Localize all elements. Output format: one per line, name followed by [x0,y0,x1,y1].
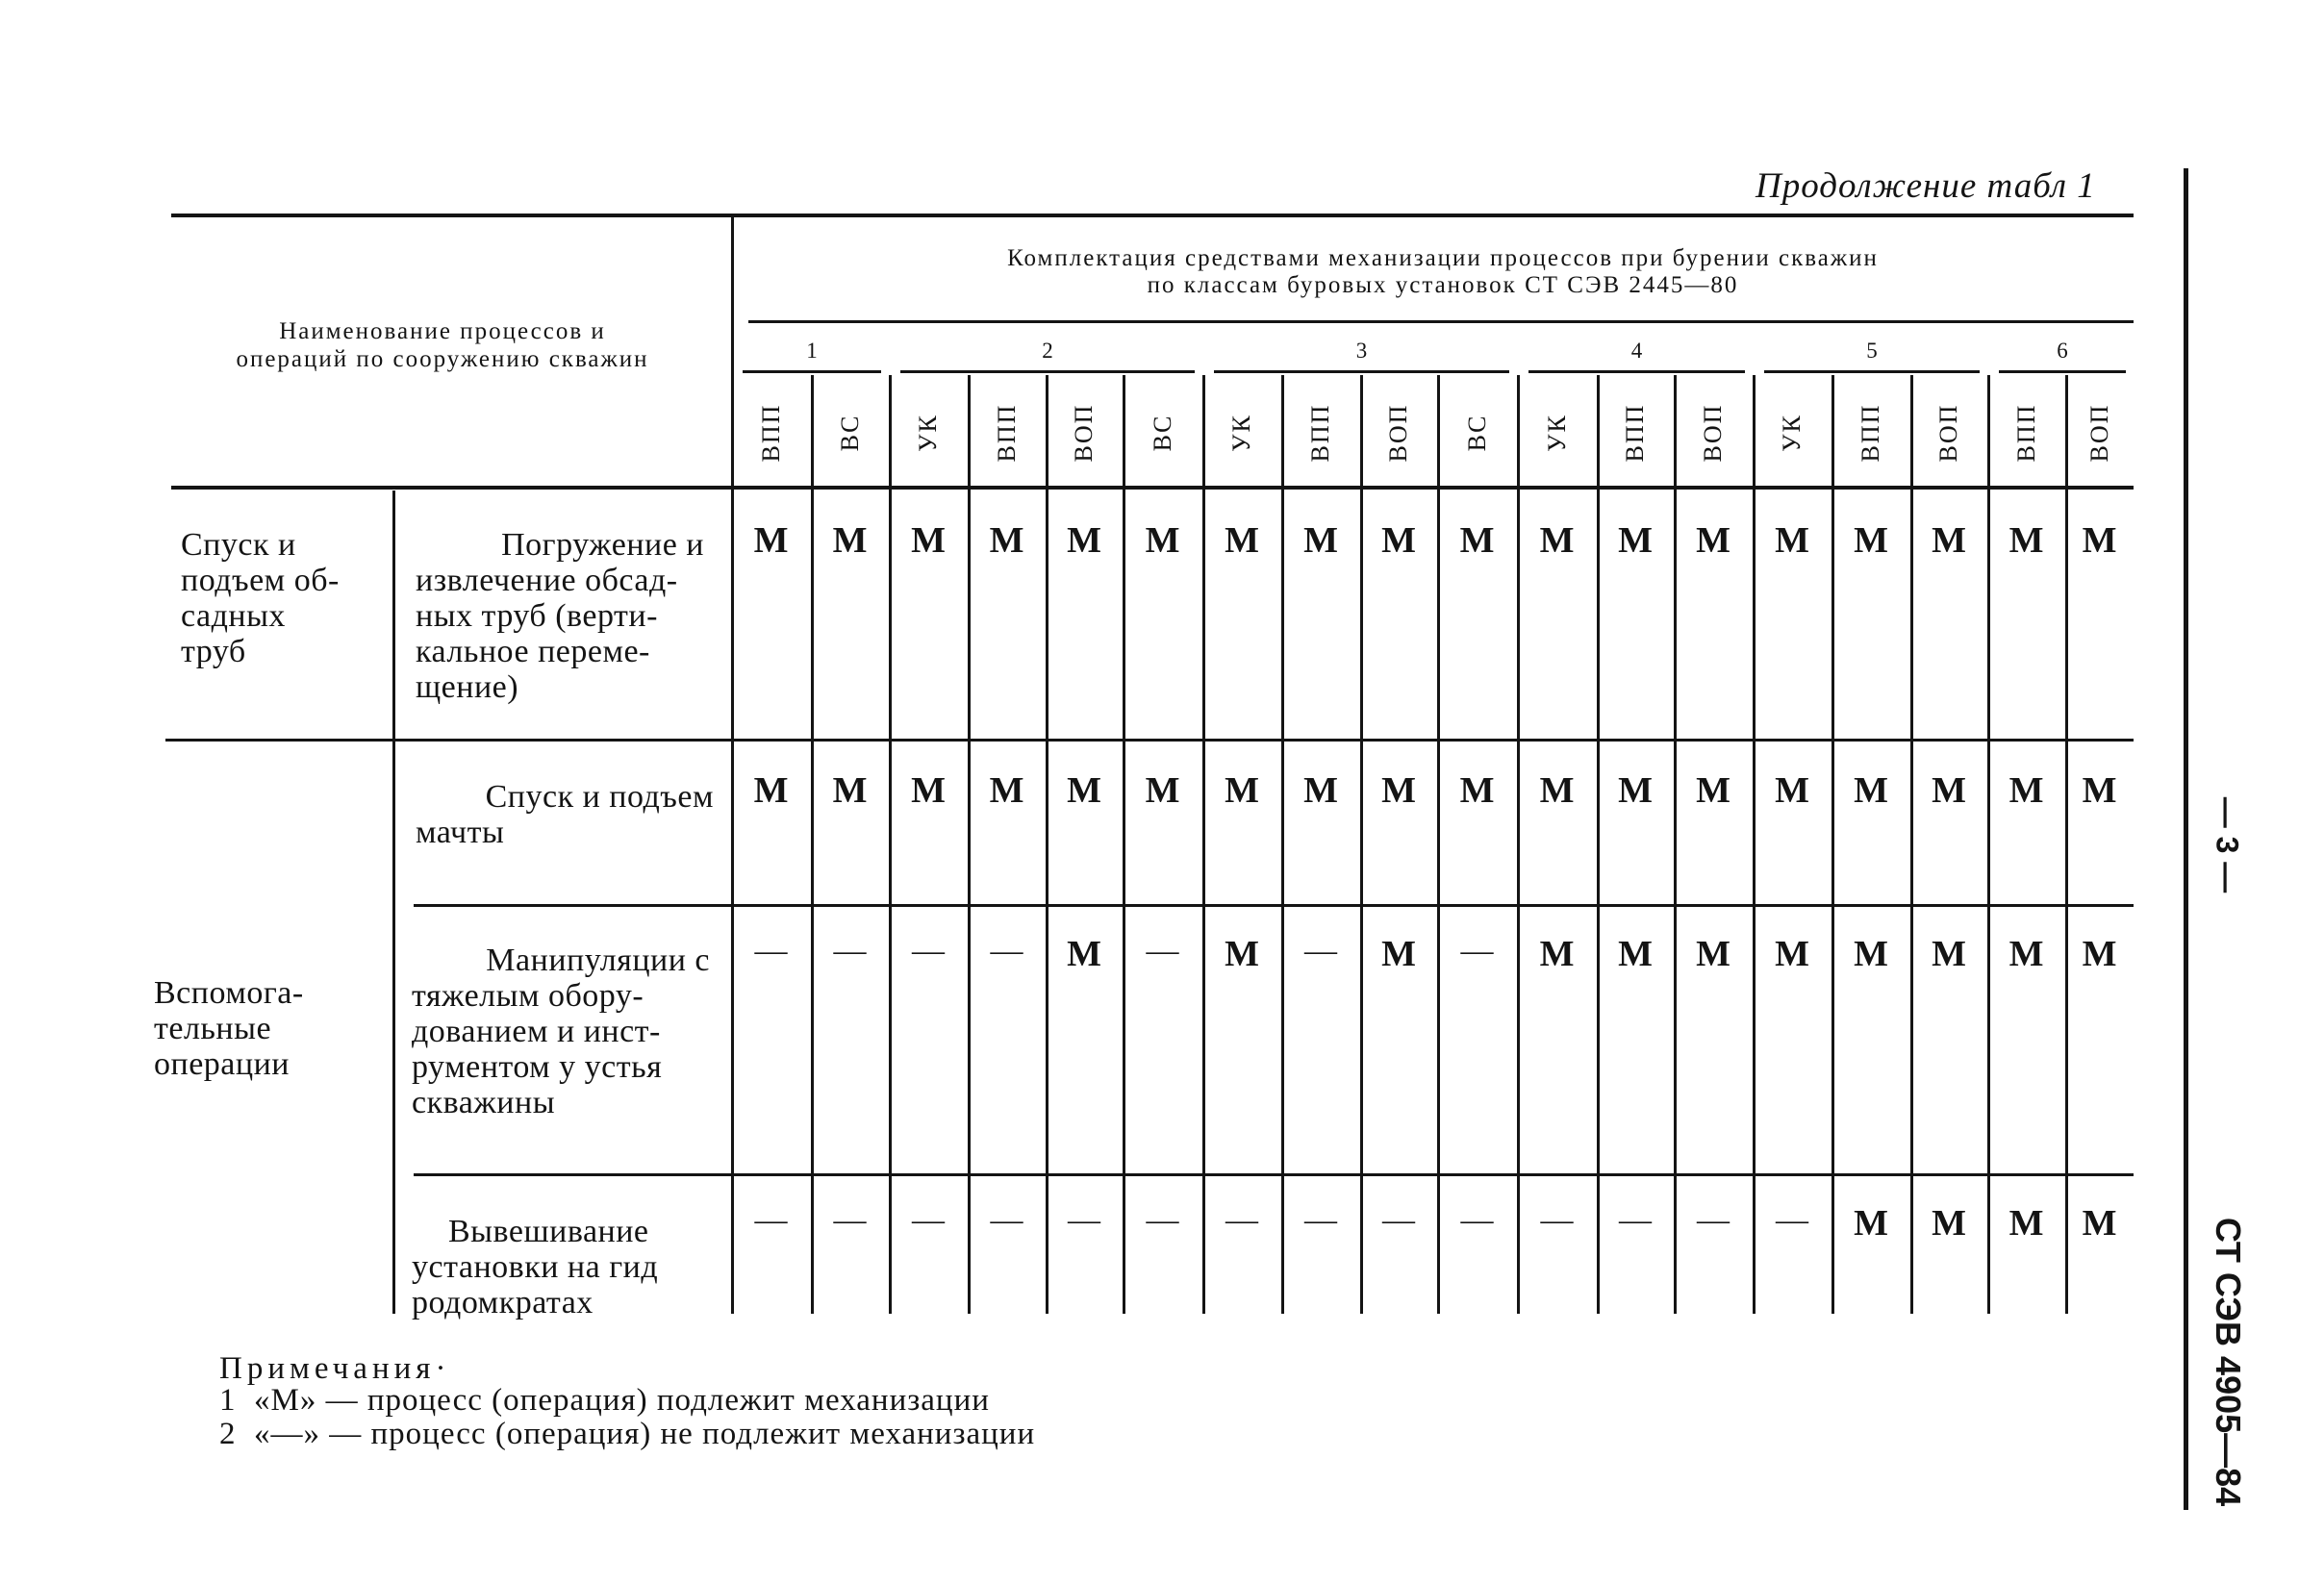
operation-mast [416,779,714,850]
column-rule [1987,375,1990,1314]
note-2 [219,1417,1035,1452]
group-underline [1214,370,1509,373]
table-cell: М [2008,1203,2044,1244]
row-divider-2 [414,904,2134,907]
operation-line: Погружение и [501,527,704,563]
table-cell: М [753,770,789,811]
table-cell: М [1067,770,1101,811]
table-cell: М [1539,520,1575,561]
table-cell: М [2082,770,2117,811]
table-cell: — [912,933,945,968]
category-casing-pipes [181,527,340,669]
column-rule [889,375,892,1314]
group-underline [743,370,881,373]
column-rule [1597,375,1600,1314]
table-cell: М [1145,520,1180,561]
operation-line: ных труб (верти- [416,598,658,634]
table-cell: М [989,770,1024,811]
table-cell: — [1382,1202,1415,1238]
category-line: садных [181,598,286,634]
operation-line: установки на гид [412,1249,659,1285]
column-rule [1753,375,1756,1314]
column-rule [1910,375,1913,1314]
category-line: операции [154,1046,290,1082]
column-rule [811,375,814,1314]
table-cell: М [1932,770,1966,811]
table-cell: М [911,770,946,811]
table-cell: М [1696,934,1730,974]
table-cell: — [833,933,867,968]
table-cell: М [1618,934,1653,974]
operation-immersion [416,527,704,705]
table-cell: М [1932,934,1966,974]
table-cell: М [1854,520,1888,561]
subcolumn-header: ВПП [756,403,785,463]
table-cell: М [1696,770,1730,811]
operation-line: дованием и инст- [412,1014,661,1049]
table-cell: М [1854,770,1888,811]
table-cell: М [2008,770,2044,811]
table-cell: М [2008,520,2044,561]
column-rule [1360,375,1363,1314]
note-text: «М» — процесс (операция) подлежит механизации [254,1383,990,1418]
table-cell: — [1225,1202,1258,1238]
table-cell: М [1381,934,1416,974]
operation-line: тяжелым обору- [412,978,644,1014]
column-rule [1202,375,1205,1314]
subcolumn-header: ВОП [1934,403,1962,463]
category-line: тельные [154,1011,272,1046]
table-cell: М [1381,520,1416,561]
table-cell: М [1775,934,1809,974]
page-number: — 3 — [2210,796,2245,893]
table-cell: М [1225,770,1259,811]
column-rule [2065,375,2068,1314]
operation-line: рументом у устья [412,1049,663,1085]
column-rule [1046,375,1048,1314]
table-cell: — [1619,1202,1652,1238]
subcolumn-header: УК [1542,414,1571,452]
column-rule [1123,375,1125,1314]
operation-line: щение) [416,669,519,705]
row-divider-1 [165,739,2134,742]
table-cell: М [2082,520,2117,561]
table-cell: — [990,933,1023,968]
operation-line: Спуск и подъем [485,779,714,815]
table-cell: — [1146,933,1179,968]
table-cell: М [832,770,868,811]
table-cell: М [832,520,868,561]
table-cell: — [1460,933,1494,968]
table-cell: — [1697,1202,1730,1238]
operation-line: Манипуляции с [486,943,710,978]
category-line: Вспомога- [154,975,304,1011]
table-cell: — [1776,1202,1808,1238]
group-underline [1764,370,1980,373]
category-divider [392,490,395,1314]
group-underline [900,370,1195,373]
subcolumn-header: ВОП [1384,403,1412,463]
category-auxiliary [154,975,304,1082]
table-cell: М [1618,770,1653,811]
group-label: 3 [1355,339,1368,363]
column-rule [1831,375,1834,1314]
operation-line: Вывешивание [448,1214,649,1249]
note-number: 1 [219,1383,237,1418]
table-cell: — [912,1202,945,1238]
operation-line: кальное переме- [416,634,650,669]
table-cell: М [1932,520,1966,561]
header-divider [748,320,2134,323]
table-cell: М [1696,520,1730,561]
operation-manipulation [412,943,710,1120]
table-cell: М [911,520,946,561]
table-cell: М [1459,770,1495,811]
table-cell: М [2008,934,2044,974]
table-cell: — [1304,1202,1337,1238]
notes-heading: Примечания· [219,1351,451,1386]
table-cell: М [1539,934,1575,974]
table-top-rule [171,214,2134,217]
table-cell: — [1146,1202,1179,1238]
group-underline [1528,370,1745,373]
note-1 [219,1383,990,1419]
table-cell: М [1775,520,1809,561]
group-label: 2 [1042,339,1053,363]
table-cell: М [1932,1203,1966,1244]
table-cell: — [754,1202,788,1238]
standard-designation: СТ СЭВ 4905—84 [2209,1217,2248,1507]
table-cell: М [1225,520,1259,561]
table-cell: М [1854,934,1888,974]
note-number: 2 [219,1417,237,1451]
table-cell: М [989,520,1024,561]
header-bottom-rule [171,486,2134,490]
group-label: 6 [2057,339,2068,363]
table-cell: М [1381,770,1416,811]
table-cell: М [1459,520,1495,561]
name-column-header: Наименование процессов и операций по сооружению скважин [236,318,649,372]
table-cell: М [1775,770,1809,811]
table-cell: М [1225,934,1259,974]
subcolumn-header: ВПП [1306,403,1334,463]
table-cell: — [754,933,788,968]
table-cell: М [1618,520,1653,561]
table-cell: М [1303,770,1338,811]
table-cell: — [1304,933,1337,968]
subcolumn-header: ВОП [2084,403,2113,463]
note-text: «—» — процесс (операция) не подлежит механизации [254,1417,1036,1451]
table-cell: — [1068,1202,1100,1238]
column-rule [1517,375,1520,1314]
column-rule [731,216,734,1314]
column-rule [1437,375,1440,1314]
subcolumn-header: ВПП [2011,403,2040,463]
table-cell: М [2082,934,2117,974]
mechanization-header: Комплектация средствами механизации процессов при бурении скважин [1007,245,1879,271]
table-cell: М [1854,1203,1888,1244]
table-cell: М [753,520,789,561]
group-label: 1 [806,339,818,363]
operation-line: скважины [412,1085,556,1120]
table-cell: М [1067,520,1101,561]
table-cell: — [833,1202,867,1238]
operation-line: мачты [416,815,505,850]
category-line: подъем об- [181,563,340,598]
group-label: 4 [1630,339,1643,363]
subcolumn-header: ВОП [1070,403,1098,463]
operation-suspension [412,1214,710,1320]
group-label: 5 [1866,339,1878,363]
subcolumn-header: ВС [1462,414,1491,452]
category-line: труб [181,634,246,669]
column-rule [1281,375,1284,1314]
table-cell: М [1145,770,1180,811]
page-right-rule [2184,168,2188,1510]
table-cell: — [1540,1202,1574,1238]
table-cell: М [1539,770,1575,811]
mechanization-header-line2: по классам буровых установок СТ СЭВ 2445—80 [1147,272,1739,298]
operation-line: извлечение обсад- [416,563,678,598]
table-continuation-title: Продолжение табл 1 [1756,166,2096,206]
subcolumn-header: УК [914,414,942,452]
subcolumn-header: ВПП [992,403,1021,463]
table-cell: — [990,1202,1023,1238]
subcolumn-header: ВОП [1699,403,1727,463]
subcolumn-header: ВС [1148,414,1176,452]
subcolumn-header: ВС [835,414,864,452]
subcolumn-header: ВПП [1621,403,1649,463]
subcolumn-header: УК [1778,414,1806,452]
operation-line: родомкратах [412,1285,594,1320]
category-line: Спуск и [181,527,296,563]
table-cell: М [1303,520,1338,561]
row-divider-3 [414,1173,2134,1176]
column-rule [1674,375,1677,1314]
subcolumn-header: ВПП [1857,403,1884,463]
group-underline [1999,370,2126,373]
table-cell: М [1067,934,1101,974]
table-cell: — [1460,1202,1494,1238]
column-rule [968,375,971,1314]
subcolumn-header: УК [1227,414,1255,452]
table-cell: М [2082,1203,2117,1244]
